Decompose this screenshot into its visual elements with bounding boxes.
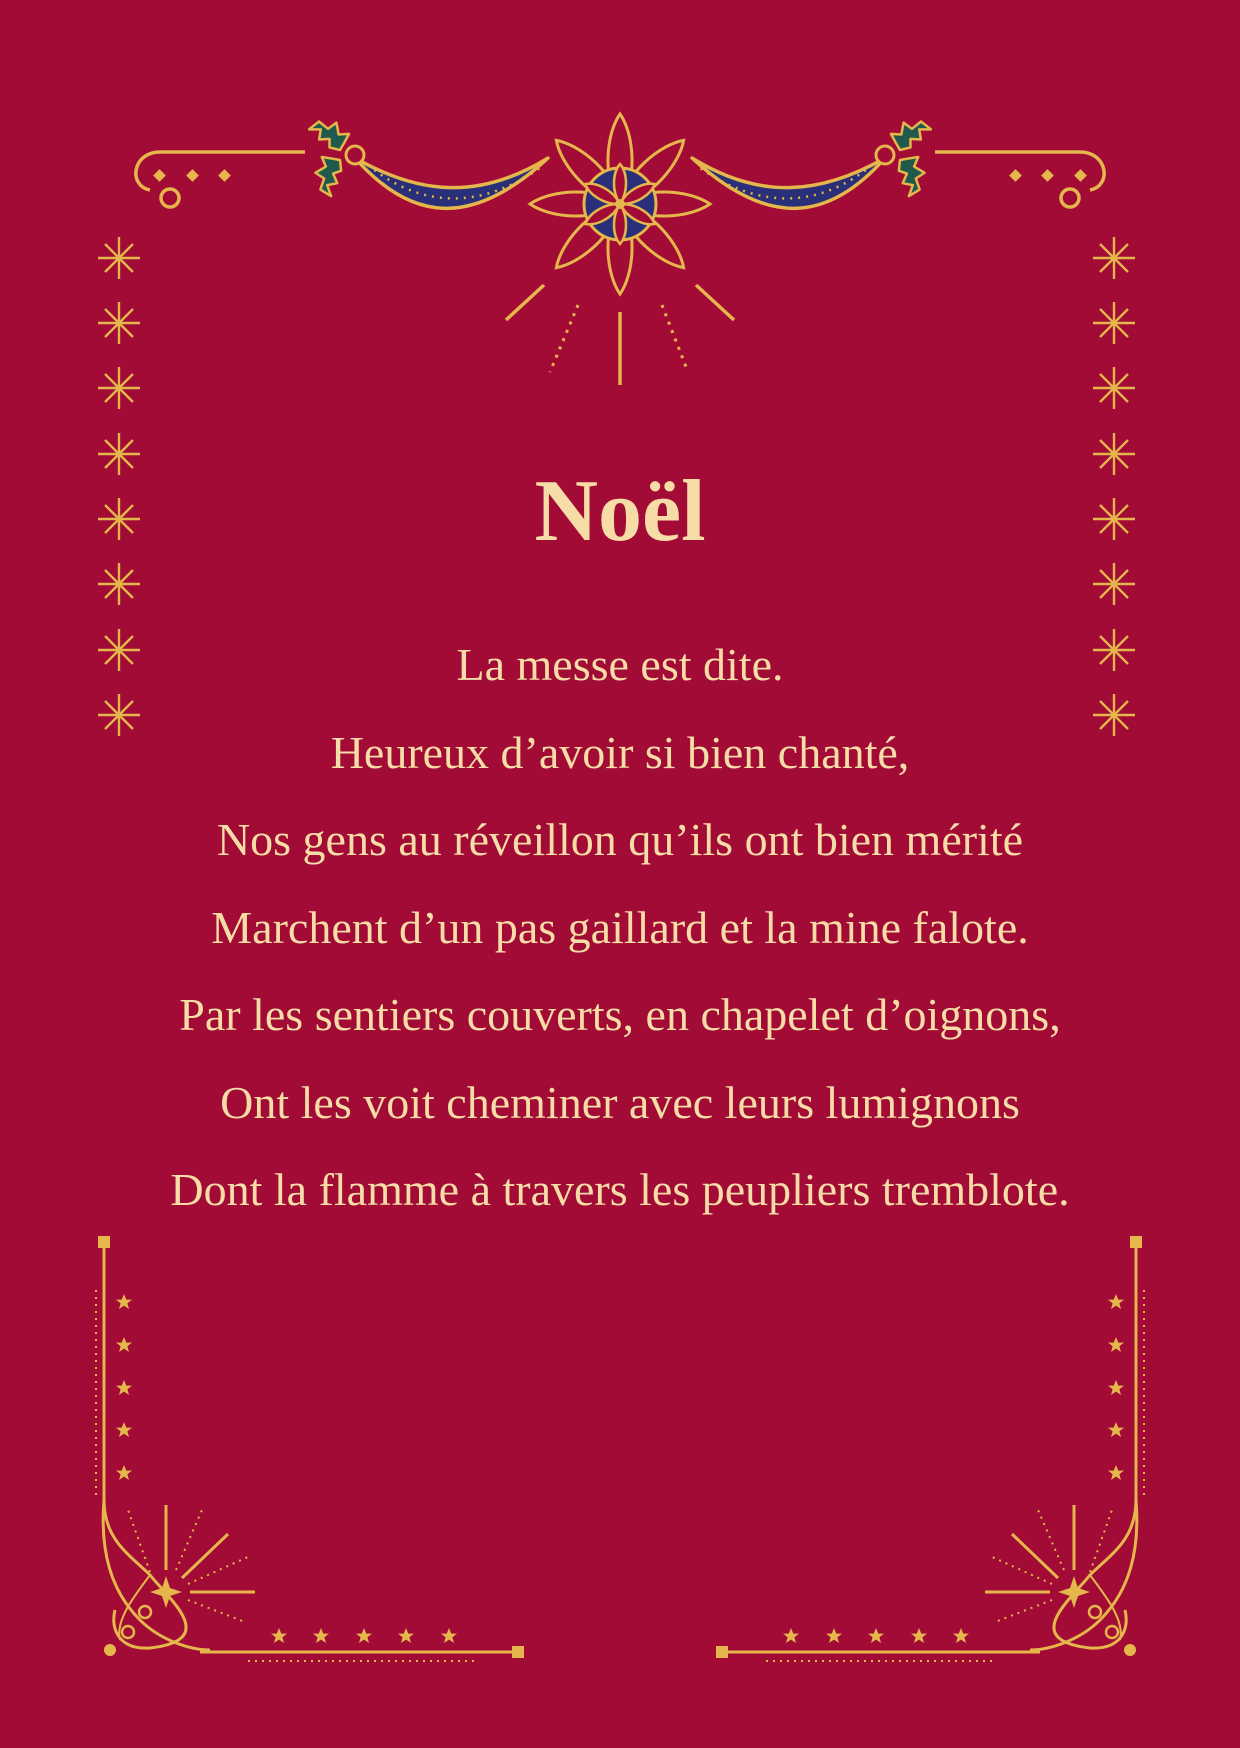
bottom-right-corner-ornament [716, 1236, 1144, 1661]
verse-line: Ont les voit cheminer avec leurs lumignons [220, 1076, 1020, 1128]
verse-line: Par les sentiers couverts, en chapelet d’oignons, [179, 989, 1061, 1040]
verse-line: Heureux d’avoir si bien chanté, [330, 726, 910, 778]
bottom-left-corner-ornament [96, 1236, 524, 1661]
poinsettia-icon [530, 114, 710, 294]
poem-title: Noël [534, 463, 706, 560]
verse-line: Nos gens au réveillon qu’ils ont bien mérité [216, 814, 1024, 865]
poem-body [0, 621, 1240, 1234]
verse-line: Dont la flamme à travers les peupliers tremblote. [170, 1164, 1070, 1215]
verse-line: Marchent d’un pas gaillard et la mine falote. [211, 901, 1029, 953]
top-garland [136, 113, 1104, 385]
verse-line: La messe est dite. [456, 639, 784, 690]
